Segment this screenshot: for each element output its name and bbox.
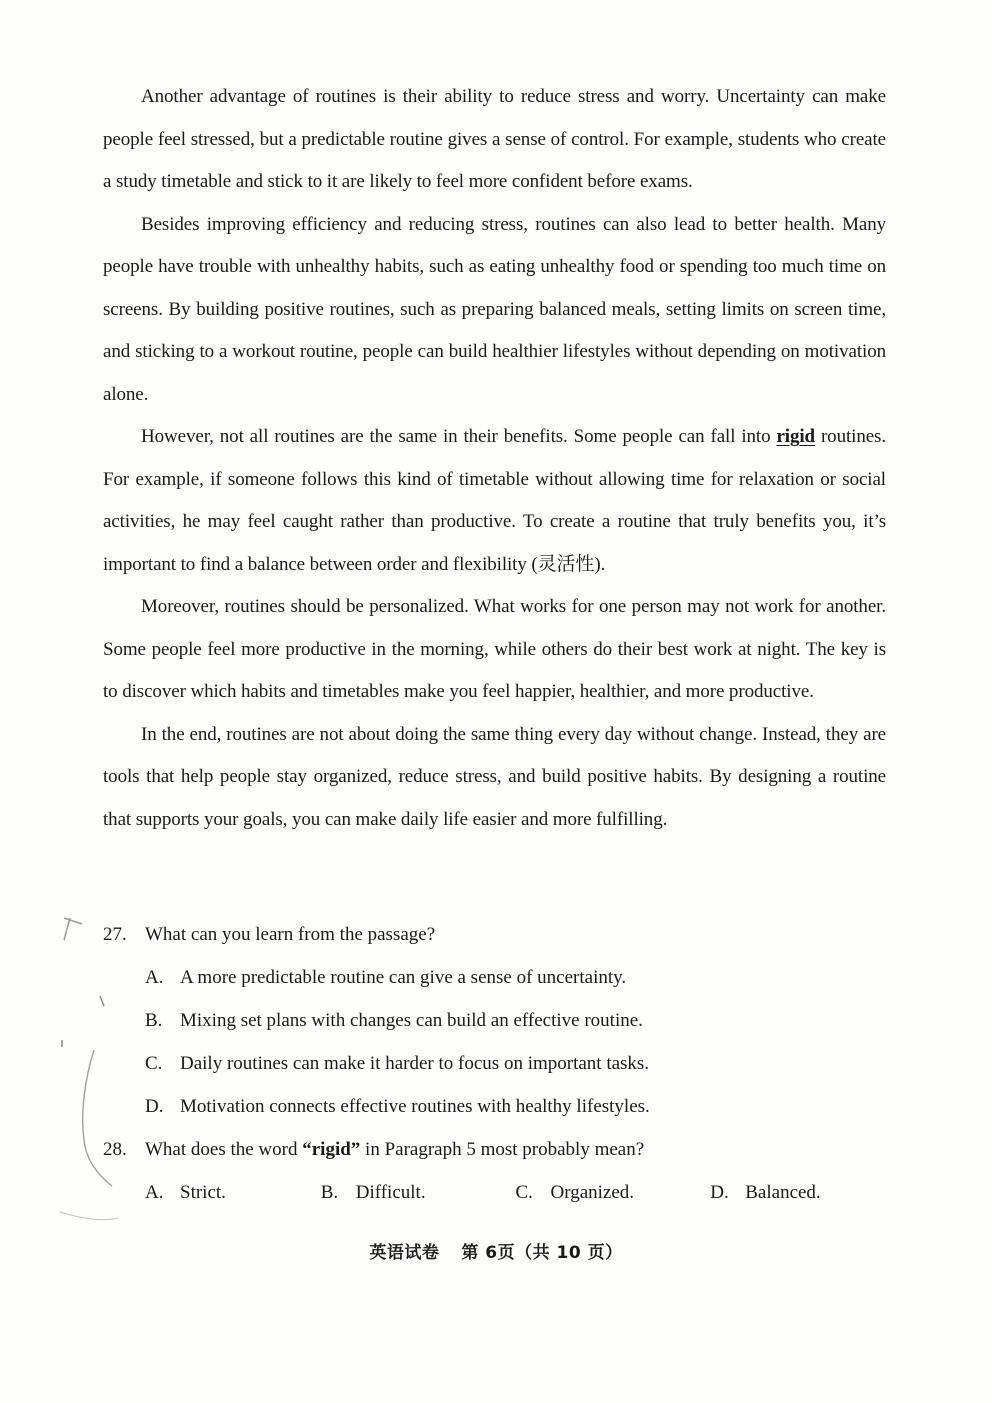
question-28 (103, 1128, 886, 1171)
option-27-c (145, 1042, 886, 1085)
paragraph: Another advantage of routines is their ability to reduce stress and worry. Uncertainty can make people feel stressed, but a predictable routine gives a sense of control. For example, students who create a study timetable and stick to it are likely to feel more confident before exams. (103, 86, 886, 192)
option-text: Balanced. (745, 1182, 821, 1203)
paragraph: Moreover, routines should be personalized. What works for one person may not work for another. Some people feel more productive in the morning, while others do their best work at night. The key is to discover which habits and timetables make you feel happier, healthier, and more productive. (103, 596, 886, 702)
paragraph-5 (103, 416, 886, 586)
option-text: Difficult. (355, 1182, 426, 1203)
option-28-c (516, 1171, 711, 1214)
paragraph: Besides improving efficiency and reducing stress, routines can also lead to better health. Many people have trouble with unhealthy habits, such as eating unhealthy food or spending too much time on screens. By building positive routines, such as preparing balanced meals, setting limits on screen time, and sticking to a workout routine, people can build healthier lifestyles without depending on motivation alone. (103, 213, 886, 405)
option-letter: B. (320, 1182, 339, 1203)
option-text: Motivation connects effective routines with healthy lifestyles. (180, 1096, 650, 1117)
question-text: What does the word (145, 1139, 303, 1160)
option-28-a (145, 1171, 321, 1214)
keyword-rigid: rigid (776, 426, 815, 447)
option-letter: D. (710, 1182, 729, 1203)
option-27-b (145, 999, 886, 1042)
option-27-d (145, 1085, 886, 1128)
pencil-stroke (64, 918, 82, 940)
option-text: Organized. (550, 1182, 635, 1203)
quoted-word: “rigid” (302, 1139, 361, 1160)
options-28 (145, 1171, 886, 1214)
page-footer (0, 1238, 992, 1263)
question-number: 28. (103, 1139, 127, 1160)
paragraph-text: routines. For example, if someone follows this kind of timetable without allowing time for relaxation or social activities, he may feel caught rather than productive. To create a routine that truly benefits you, it’s important to find a balance between order and flexibility (灵活性). (103, 426, 887, 575)
reading-passage (103, 76, 886, 841)
question-27 (103, 913, 886, 956)
footer-subject: 英语试卷 (369, 1243, 440, 1263)
question-text: in Paragraph 5 most probably mean? (360, 1139, 645, 1160)
paragraph-text: However, not all routines are the same in their benefits. Some people can fall into (141, 426, 777, 447)
paragraph: In the end, routines are not about doing the same thing every day without change. Instead, they are tools that help people stay organized, reduce stress, and build positive habits. By designing a routine that supports your goals, you can make daily life easier and more fulfilling. (103, 723, 886, 830)
option-text: Mixing set plans with changes can build an effective routine. (180, 1010, 643, 1031)
option-28-d (710, 1171, 886, 1214)
option-letter: A. (145, 967, 164, 988)
option-28-b (321, 1171, 516, 1214)
question-number: 27. (103, 924, 127, 945)
option-letter: C. (515, 1182, 533, 1203)
question-list (103, 913, 886, 1214)
option-27-a (145, 956, 886, 999)
option-text: A more predictable routine can give a sense of uncertainty. (180, 967, 627, 988)
option-letter: D. (145, 1096, 164, 1117)
option-text: Strict. (180, 1182, 226, 1203)
option-text: Daily routines can make it harder to focus on important tasks. (180, 1053, 650, 1074)
option-letter: C. (145, 1053, 163, 1074)
option-letter: B. (145, 1010, 163, 1031)
option-letter: A. (145, 1182, 164, 1203)
question-text: What can you learn from the passage? (145, 924, 436, 945)
footer-page-number: 第 6页（共 10 页） (461, 1243, 623, 1263)
